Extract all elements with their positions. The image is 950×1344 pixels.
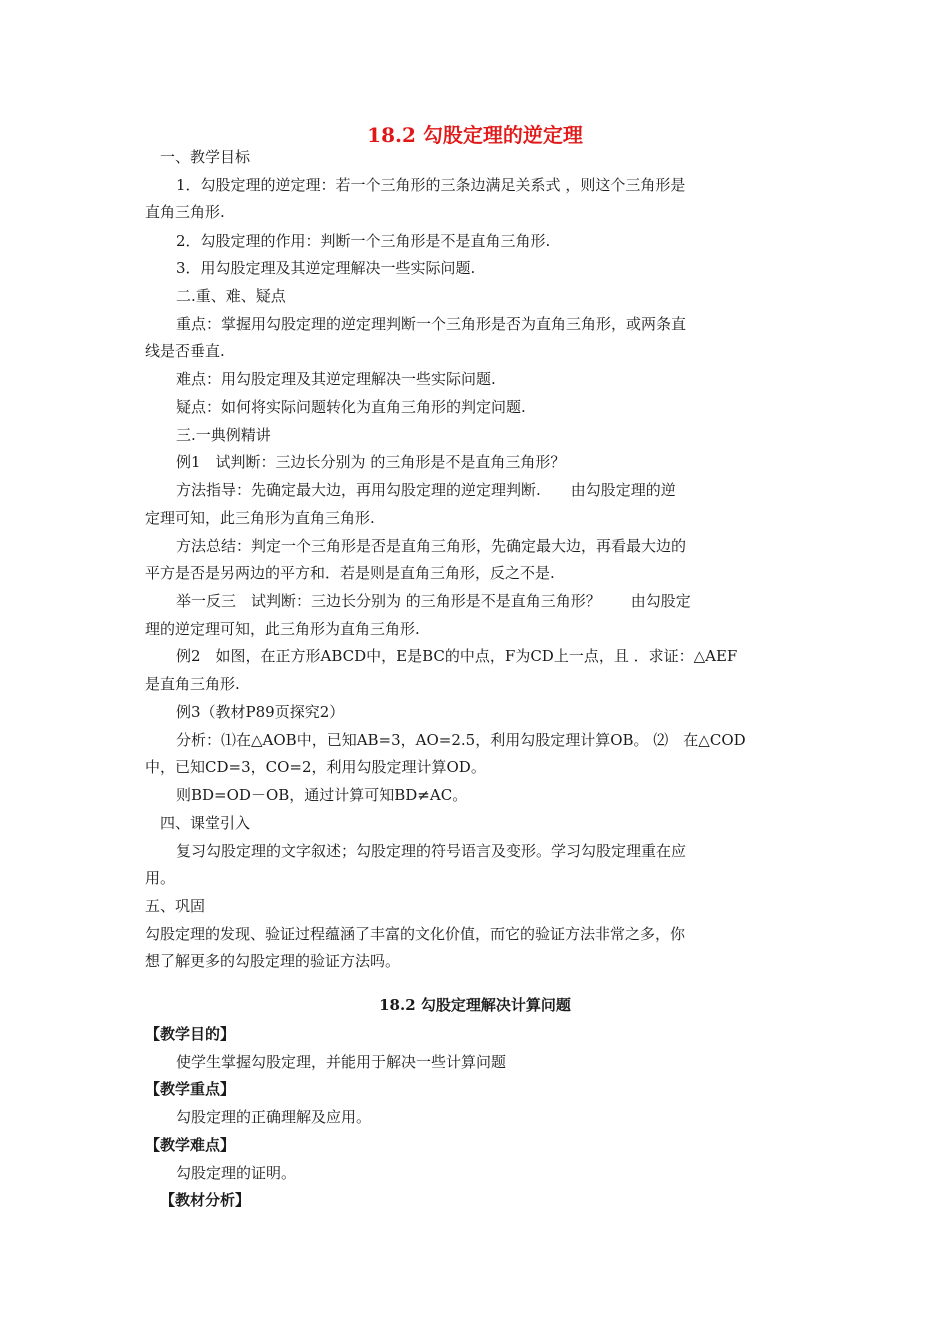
paragraph-line: 3．用勾股定理及其逆定理解决一些实际问题. [176, 259, 476, 277]
paragraph-line: 重点：掌握用勾股定理的逆定理判断一个三角形是否为直角三角形，或两条直 [176, 315, 687, 333]
paragraph-line: 勾股定理的发现、验证过程蕴涵了丰富的文化价值，而它的验证方法非常之多，你 [145, 925, 686, 943]
paragraph-line: 疑点：如何将实际问题转化为直角三角形的判定问题. [176, 398, 526, 416]
bracket-heading: 【教学重点】 [145, 1080, 236, 1098]
section-heading-4: 四、课堂引入 [160, 814, 251, 832]
paragraph-line: 难点：用勾股定理及其逆定理解决一些实际问题. [176, 370, 496, 388]
paragraph-line: 则BD=OD－OB，通过计算可知BD≠AC。 [176, 786, 468, 804]
section-heading-5: 五、巩固 [145, 897, 206, 915]
paragraph-line: 中，已知CD=3，CO=2，利用勾股定理计算OD。 [145, 758, 486, 776]
paragraph-line: 举一反三 试判断：三边长分别为 的三角形是不是直角三角形？ 由勾股定 [176, 592, 691, 610]
paragraph-line: 想了解更多的勾股定理的验证方法吗。 [145, 952, 401, 970]
page-title: 18.2 勾股定理的逆定理 [367, 123, 583, 147]
paragraph-line: 使学生掌握勾股定理，并能用于解决一些计算问题 [176, 1053, 507, 1071]
paragraph-line: 分析：⑴在△AOB中，已知AB=3，AO=2.5，利用勾股定理计算OB。 ⑵ 在△COD [176, 731, 746, 749]
section-heading-2: 二.重、难、疑点 [176, 287, 286, 305]
paragraph-line: 平方是否是另两边的平方和．若是则是直角三角形，反之不是. [145, 564, 555, 582]
paragraph-line: 用。 [145, 869, 176, 887]
section-heading-3: 三.一典例精讲 [176, 426, 271, 444]
paragraph-line: 2．勾股定理的作用：判断一个三角形是不是直角三角形. [176, 232, 551, 250]
paragraph-line: 例1 试判断：三边长分别为 的三角形是不是直角三角形？ [176, 453, 566, 471]
paragraph-line: 例2 如图，在正方形ABCD中，E是BC的中点，F为CD上一点，且 ．求证：△AEF [176, 647, 738, 665]
paragraph-line: 例3（教材P89页探究2） [176, 703, 345, 721]
paragraph-line: 勾股定理的证明。 [176, 1164, 297, 1182]
paragraph-line: 方法指导：先确定最大边，再用勾股定理的逆定理判断. 由勾股定理的逆 [176, 481, 676, 499]
paragraph-line: 直角三角形. [145, 203, 225, 221]
bracket-heading: 【教材分析】 [160, 1191, 251, 1209]
bracket-heading: 【教学目的】 [145, 1025, 236, 1043]
paragraph-line: 方法总结：判定一个三角形是否是直角三角形，先确定最大边，再看最大边的 [176, 537, 687, 555]
paragraph-line: 线是否垂直. [145, 342, 225, 360]
paragraph-line: 勾股定理的正确理解及应用。 [176, 1108, 372, 1126]
section-subtitle: 18.2 勾股定理解决计算问题 [379, 996, 571, 1014]
paragraph-line: 是直角三角形. [145, 675, 240, 693]
paragraph-line: 复习勾股定理的文字叙述；勾股定理的符号语言及变形。学习勾股定理重在应 [176, 842, 687, 860]
paragraph-line: 定理可知，此三角形为直角三角形. [145, 509, 375, 527]
paragraph-line: 1．勾股定理的逆定理：若一个三角形的三条边满足关系式 ，则这个三角形是 [176, 176, 686, 194]
paragraph-line: 理的逆定理可知，此三角形为直角三角形. [145, 620, 420, 638]
section-heading-1: 一、教学目标 [160, 148, 251, 166]
bracket-heading: 【教学难点】 [145, 1136, 236, 1154]
